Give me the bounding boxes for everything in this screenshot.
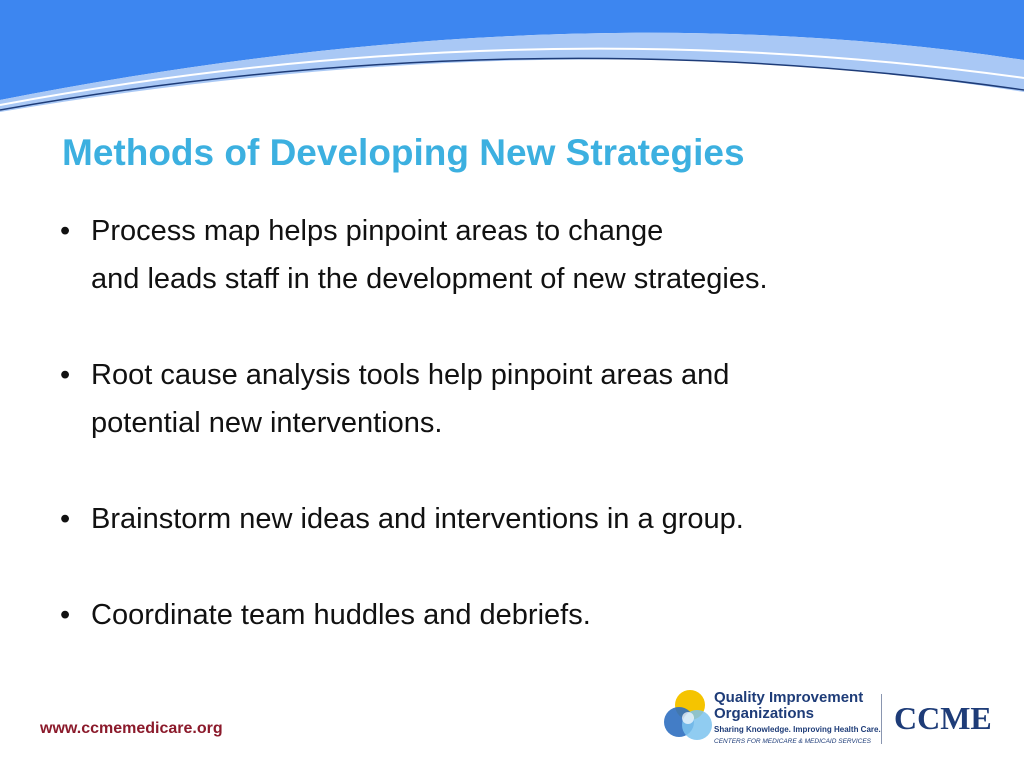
header-wave-decoration: [0, 0, 1024, 130]
footer-url-link[interactable]: www.ccmemedicare.org: [40, 720, 223, 737]
bullet-text: and leads staff in the development of new strategies.: [91, 263, 768, 295]
qio-cms-text: CENTERS FOR MEDICARE & MEDICAID SERVICES: [714, 738, 871, 745]
bullet-item: [60, 207, 990, 303]
bullet-text: potential new interventions.: [91, 407, 443, 439]
bullet-item: [60, 351, 990, 447]
slide-title: Methods of Developing New Strategies: [62, 132, 745, 173]
bullet-list: [60, 207, 990, 687]
qio-logo-text: [714, 689, 881, 746]
qio-logo-icon: [660, 688, 716, 744]
bullet-text: • Process map helps pinpoint areas to change: [91, 215, 664, 247]
bullet-text: • Coordinate team huddles and debriefs.: [91, 599, 591, 631]
bullet-text: • Root cause analysis tools help pinpoint areas and: [91, 359, 730, 391]
bullet-item: [60, 591, 990, 639]
bullet-item: [60, 495, 990, 543]
qio-tagline: Sharing Knowledge. Improving Health Care.: [714, 725, 881, 734]
bullet-text: • Brainstorm new ideas and interventions in a group.: [91, 503, 744, 535]
qio-title-line2: Organizations: [714, 705, 815, 722]
ccme-logo: CCME: [894, 700, 992, 736]
logo-divider: [881, 694, 882, 744]
qio-title-line1: Quality Improvement: [714, 689, 864, 706]
